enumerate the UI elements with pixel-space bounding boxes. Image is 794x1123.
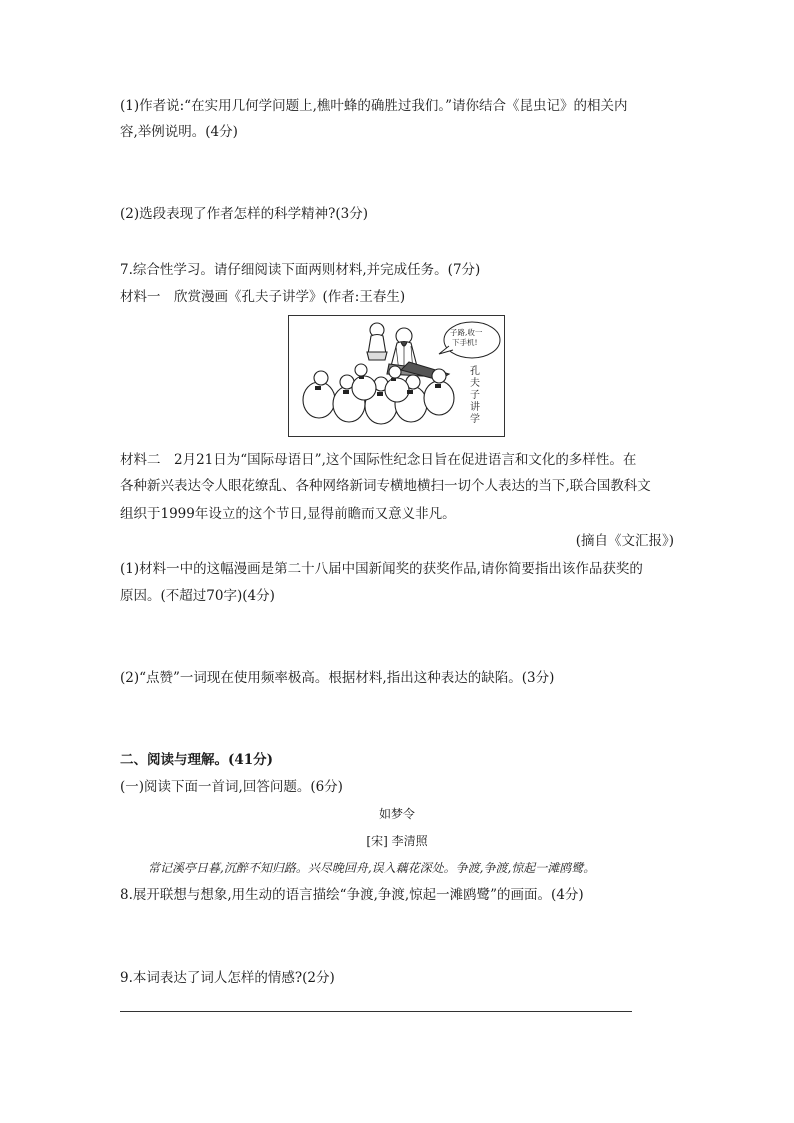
speech-bubble-line1: 子路,收一 [450,328,483,337]
poem-author: [宋] 李清照 [366,834,428,848]
q7-material2-line1: 材料二 2月21日为“国际母语日”,这个国际性纪念日旨在促进语言和文化的多样性。在 [120,452,637,468]
section2-heading: 二、阅读与理解。(41分) [120,752,274,768]
q6-sub2: (2)选段表现了作者怎样的科学精神?(3分) [120,206,368,222]
speech-bubble-line2: 下手机! [452,338,478,347]
section2-part1: (一)阅读下面一首词,回答问题。(6分) [120,779,343,795]
q7-material2-line3: 组织于1999年设立的这个节日,显得前瞻而又意义非凡。 [120,506,456,522]
q7-sub1-line2: 原因。(不超过70字)(4分) [120,588,275,604]
q7-source: (摘自《文汇报》) [575,533,674,549]
q7-sub2: (2)“点赞”一词现在使用频率极高。根据材料,指出这种表达的缺陷。(3分) [120,670,555,686]
q6-sub1-line2: 容,举例说明。(4分) [120,124,238,140]
q9-question: 9.本词表达了词人怎样的情感?(2分) [120,970,335,986]
q7-title: 7.综合性学习。请仔细阅读下面两则材料,并完成任务。(7分) [120,262,481,278]
poem-title: 如梦令 [378,807,415,821]
comic-vertical-title: 孔夫子讲学 [470,366,480,425]
q6-sub1-line1: (1)作者说:“在实用几何学问题上,樵叶蜂的确胜过我们。”请你结合《昆虫记》的相关内 [120,98,628,114]
poem-text: 常记溪亭日暮,沉醉不知归路。兴尽晚回舟,误入藕花深处。争渡,争渡,惊起一滩鸥鹭。 [148,861,596,875]
q8-question: 8.展开联想与想象,用生动的语言描绘“争渡,争渡,惊起一滩鸥鹭”的画面。(4分) [120,887,584,903]
comic-illustration [288,315,505,437]
q7-material1: 材料一 欣赏漫画《孔夫子讲学》(作者:王春生) [120,289,406,305]
answer-line [120,1011,632,1012]
q7-material2-line2: 各种新兴表达令人眼花缭乱、各种网络新词专横地横扫一切个人表达的当下,联合国教科文 [120,478,651,494]
q7-sub1-line1: (1)材料一中的这幅漫画是第二十八届中国新闻奖的获奖作品,请你简要指出该作品获奖的 [120,561,643,577]
